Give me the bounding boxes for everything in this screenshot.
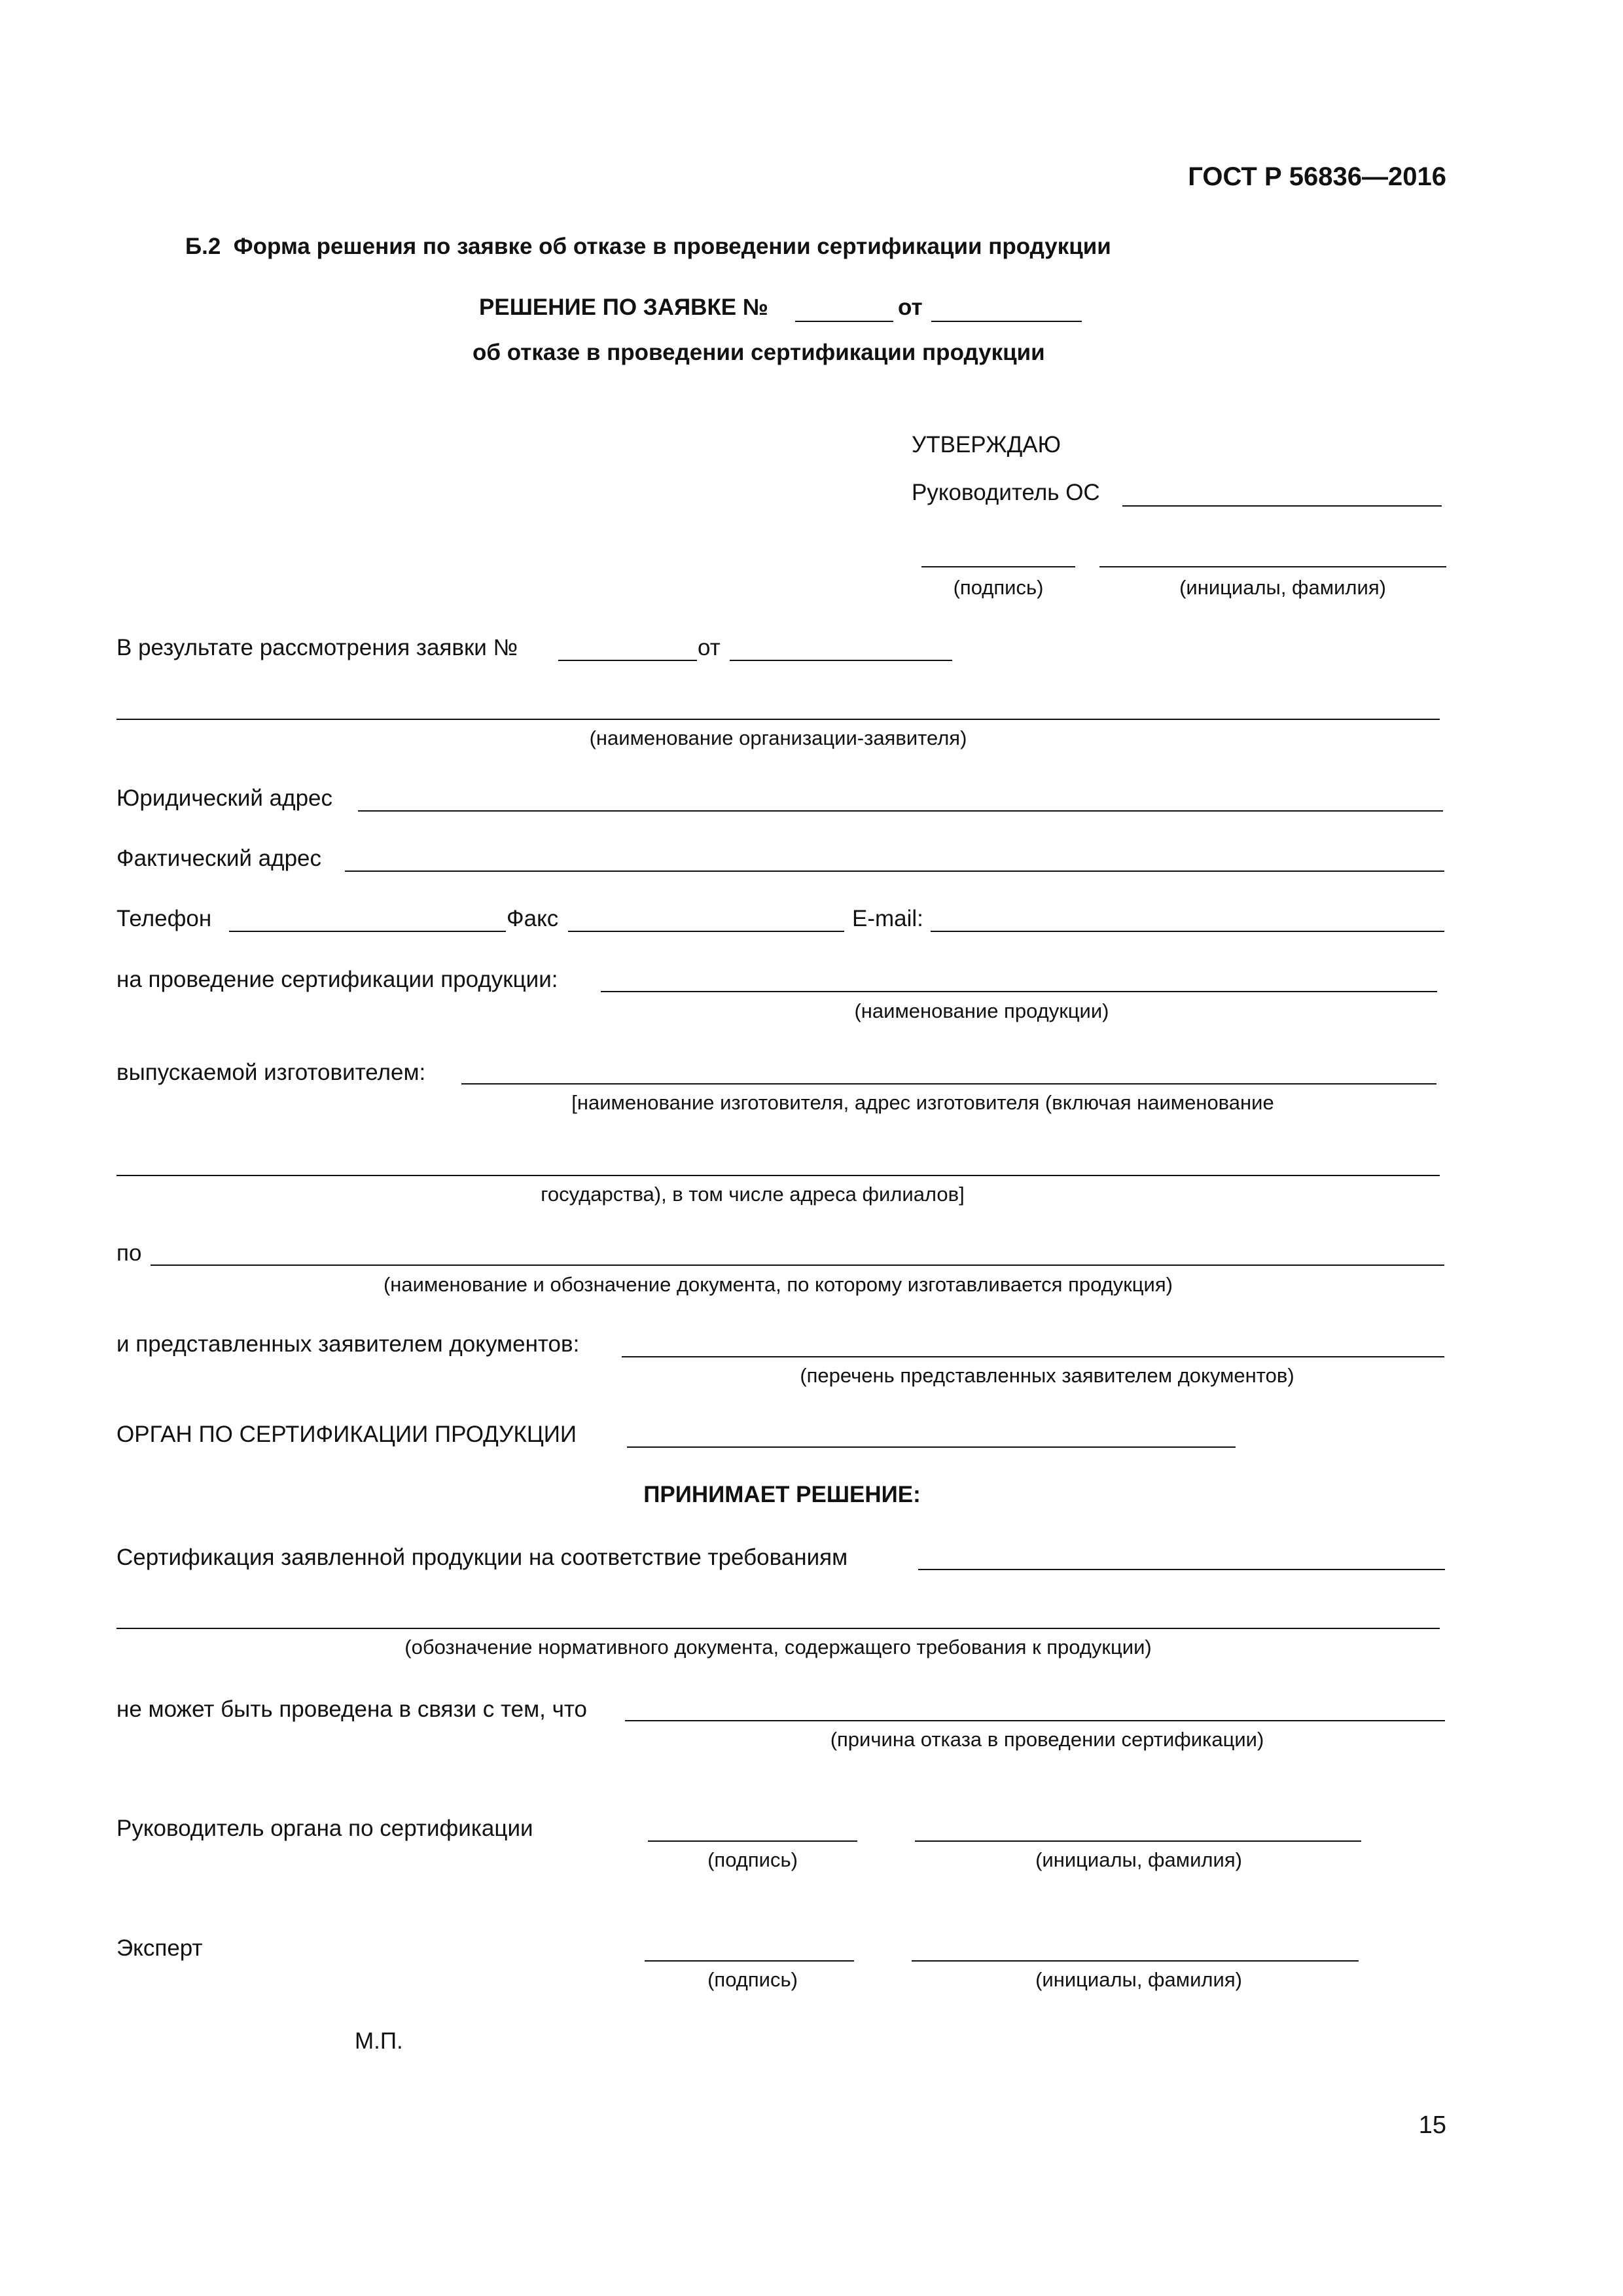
result-prefix: В результате рассмотрения заявки № [116,635,518,660]
decision-title-prefix: РЕШЕНИЕ ПО ЗАЯВКЕ № [479,295,768,320]
stamp-label: М.П. [355,2028,403,2054]
expert-signature-caption: (подпись) [707,1968,798,1991]
page-number: 15 [1418,2111,1446,2139]
actual-address-line [345,870,1444,872]
submitted-docs-caption: (перечень представленных заявителем документов) [800,1364,1294,1387]
email-line [931,931,1444,932]
approval-name-line [1099,566,1446,567]
manufacturer-line [461,1083,1436,1085]
expert-label: Эксперт [116,1935,203,1961]
submitted-docs-line [622,1356,1444,1357]
head-name-caption: (инициалы, фамилия) [1035,1848,1242,1871]
org-name-caption: (наименование организации-заявителя) [589,726,967,749]
head-os-label: Руководитель ОС [912,480,1100,505]
cannot-label: не может быть проведена в связи с тем, что [116,1696,587,1722]
manufacturer-caption-2: государства), в том числе адреса филиалов] [541,1183,965,1206]
head-signature-label: Руководитель органа по сертификации [116,1816,533,1841]
actual-address-label: Фактический адрес [116,846,322,871]
manufacturer-label: выпускаемой изготовителем: [116,1060,426,1085]
conformity-line [918,1569,1445,1570]
result-application-number-blank [558,660,697,661]
certification-for-label: на проведение сертификации продукции: [116,967,558,992]
by-label: по [116,1240,142,1266]
reason-line [625,1720,1445,1721]
norm-doc-line [116,1628,1440,1629]
head-signature-caption: (подпись) [707,1848,798,1871]
fax-line [568,931,844,932]
head-signature-line [648,1840,857,1842]
head-name-line [915,1840,1361,1842]
expert-name-caption: (инициалы, фамилия) [1035,1968,1242,1991]
application-date-blank [931,321,1082,322]
legal-address-label: Юридический адрес [116,785,333,811]
manufacturer-caption-1: [наименование изготовителя, адрес изготовителя (включая наименование [571,1091,1274,1114]
org-name-line [116,719,1440,720]
approval-name-caption: (инициалы, фамилия) [1179,576,1386,599]
fax-label: Факс [507,906,559,931]
expert-signature-line [645,1960,854,1962]
legal-address-line [358,810,1443,812]
product-line [601,991,1437,992]
reason-caption: (причина отказа в проведении сертификации) [830,1728,1264,1751]
application-number-blank [795,321,893,322]
manufacturer-line-2 [116,1175,1440,1176]
approve-label: УТВЕРЖДАЮ [912,432,1061,457]
expert-name-line [912,1960,1359,1962]
section-title: Б.2 Форма решения по заявке об отказе в проведении сертификации продукции [185,234,1111,259]
cert-body-line [627,1446,1236,1448]
document-line [151,1265,1444,1266]
head-os-blank [1122,505,1442,507]
conformity-label: Сертификация заявленной продукции на соответствие требованиям [116,1545,848,1570]
cert-body-label: ОРГАН ПО СЕРТИФИКАЦИИ ПРОДУКЦИИ [116,1422,577,1447]
approval-signature-caption: (подпись) [953,576,1044,599]
approval-signature-line [921,566,1075,567]
standard-number: ГОСТ Р 56836—2016 [1188,162,1446,191]
result-date-blank [730,660,952,661]
phone-line [229,931,506,932]
result-from: от [698,635,721,660]
decision-title-from: от [898,295,923,320]
email-label: E-mail: [852,906,923,931]
product-caption: (наименование продукции) [854,999,1109,1022]
norm-doc-caption: (обозначение нормативного документа, содержащего требования к продукции) [404,1636,1152,1659]
phone-label: Телефон [116,906,212,931]
decides-heading: ПРИНИМАЕТ РЕШЕНИЕ: [643,1482,921,1507]
document-caption: (наименование и обозначение документа, по которому изготавливается продукция) [383,1273,1173,1296]
submitted-docs-label: и представленных заявителем документов: [116,1331,580,1357]
decision-subtitle: об отказе в проведении сертификации продукции [473,340,1045,365]
